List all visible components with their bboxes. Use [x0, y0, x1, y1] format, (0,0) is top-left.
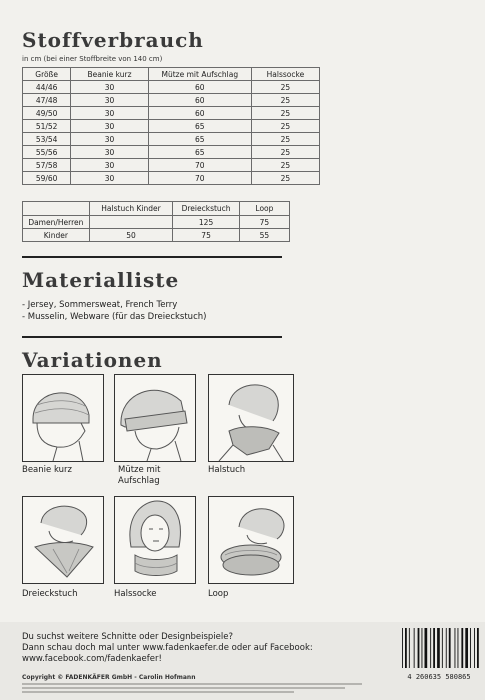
table-cell: 55 [239, 229, 289, 242]
material-item: - Musselin, Webware (für das Dreieckstuch) [22, 312, 207, 322]
table-cell: 25 [251, 159, 319, 172]
col-header [23, 202, 90, 216]
table-cell: 55/56 [23, 146, 71, 159]
material-item: - Jersey, Sommersweat, French Terry [22, 300, 178, 310]
table-cell: 25 [251, 94, 319, 107]
table-cell: 25 [251, 146, 319, 159]
table-cell: 60 [148, 81, 251, 94]
table-cell: 51/52 [23, 120, 71, 133]
table-cell: 30 [71, 172, 149, 185]
table-cell: 25 [251, 172, 319, 185]
table-cell: Damen/Herren [23, 216, 90, 229]
stoff-title: Stoffverbrauch [22, 28, 204, 52]
table-row [23, 216, 290, 229]
col-header: Loop [239, 202, 289, 216]
table-row [23, 107, 320, 120]
material-title: Materialliste [22, 268, 180, 292]
dreieckstuch-illustration [22, 496, 104, 584]
table-row [23, 159, 320, 172]
variation-label: Dreieckstuch [22, 589, 78, 599]
table-row [23, 146, 320, 159]
table-cell: 70 [148, 172, 251, 185]
table-cell: 44/46 [23, 81, 71, 94]
stoff-subtitle: in cm (bei einer Stoffbreite von 140 cm) [22, 55, 163, 63]
table-cell: 30 [71, 133, 149, 146]
col-header: Dreieckstuch [173, 202, 240, 216]
table-row [23, 133, 320, 146]
barcode [398, 628, 480, 681]
table-cell: 70 [148, 159, 251, 172]
table-cell: 49/50 [23, 107, 71, 120]
divider [22, 336, 282, 338]
table-cell: 25 [251, 133, 319, 146]
variation-label: Halstuch [208, 465, 246, 475]
table-cell: 30 [71, 120, 149, 133]
table-cell [89, 216, 173, 229]
variationen-title: Variationen [22, 348, 163, 372]
loop-illustration [208, 496, 294, 584]
footer-line: Dann schau doch mal unter www.fadenkaefer.de oder auf Facebook: [22, 643, 313, 653]
col-header: Beanie kurz [71, 68, 149, 81]
table-cell: 30 [71, 159, 149, 172]
table-row [23, 94, 320, 107]
col-header: Halstuch Kinder [89, 202, 173, 216]
variation-label: Loop [208, 589, 229, 599]
col-header: Halssocke [251, 68, 319, 81]
muetze-aufschlag-illustration [114, 374, 196, 462]
table-cell: 65 [148, 120, 251, 133]
halstuch-illustration [208, 374, 294, 462]
variation-label: Mütze mit Aufschlag [118, 465, 161, 486]
variation-label: Beanie kurz [22, 465, 72, 475]
table-row [23, 229, 290, 242]
col-header: Mütze mit Aufschlag [148, 68, 251, 81]
table-cell: 75 [239, 216, 289, 229]
table-cell: 60 [148, 94, 251, 107]
barcode-number: 4 260635 580865 [407, 673, 471, 681]
table-cell: 125 [173, 216, 240, 229]
table-cell: 30 [71, 146, 149, 159]
table-cell: 50 [89, 229, 173, 242]
halssocke-illustration [114, 496, 196, 584]
facebook-link[interactable]: www.facebook.com/fadenkaefer! [22, 654, 162, 664]
table-cell: 53/54 [23, 133, 71, 146]
table-cell: 30 [71, 94, 149, 107]
table-row [23, 172, 320, 185]
col-header: Größe [23, 68, 71, 81]
stoffverbrauch-table-2 [22, 201, 290, 242]
table-cell: Kinder [23, 229, 90, 242]
table-row [23, 120, 320, 133]
table-cell: 25 [251, 107, 319, 120]
table-cell: 25 [251, 120, 319, 133]
fine-print [22, 683, 362, 697]
table-cell: 65 [148, 146, 251, 159]
table-row [23, 81, 320, 94]
beanie-kurz-illustration [22, 374, 104, 462]
variation-label: Halssocke [114, 589, 157, 599]
table-cell: 65 [148, 133, 251, 146]
table-cell: 59/60 [23, 172, 71, 185]
table-cell: 30 [71, 81, 149, 94]
table-cell: 47/48 [23, 94, 71, 107]
table-cell: 25 [251, 81, 319, 94]
table-cell: 57/58 [23, 159, 71, 172]
divider [22, 256, 282, 258]
footer-line: Du suchst weitere Schnitte oder Designbeispiele? [22, 632, 233, 642]
stoffverbrauch-table [22, 67, 320, 185]
table-cell: 75 [173, 229, 240, 242]
table-cell: 60 [148, 107, 251, 120]
copyright: Copyright © FADENKÄFER GmbH - Carolin Hofmann [22, 674, 196, 681]
table-cell: 30 [71, 107, 149, 120]
